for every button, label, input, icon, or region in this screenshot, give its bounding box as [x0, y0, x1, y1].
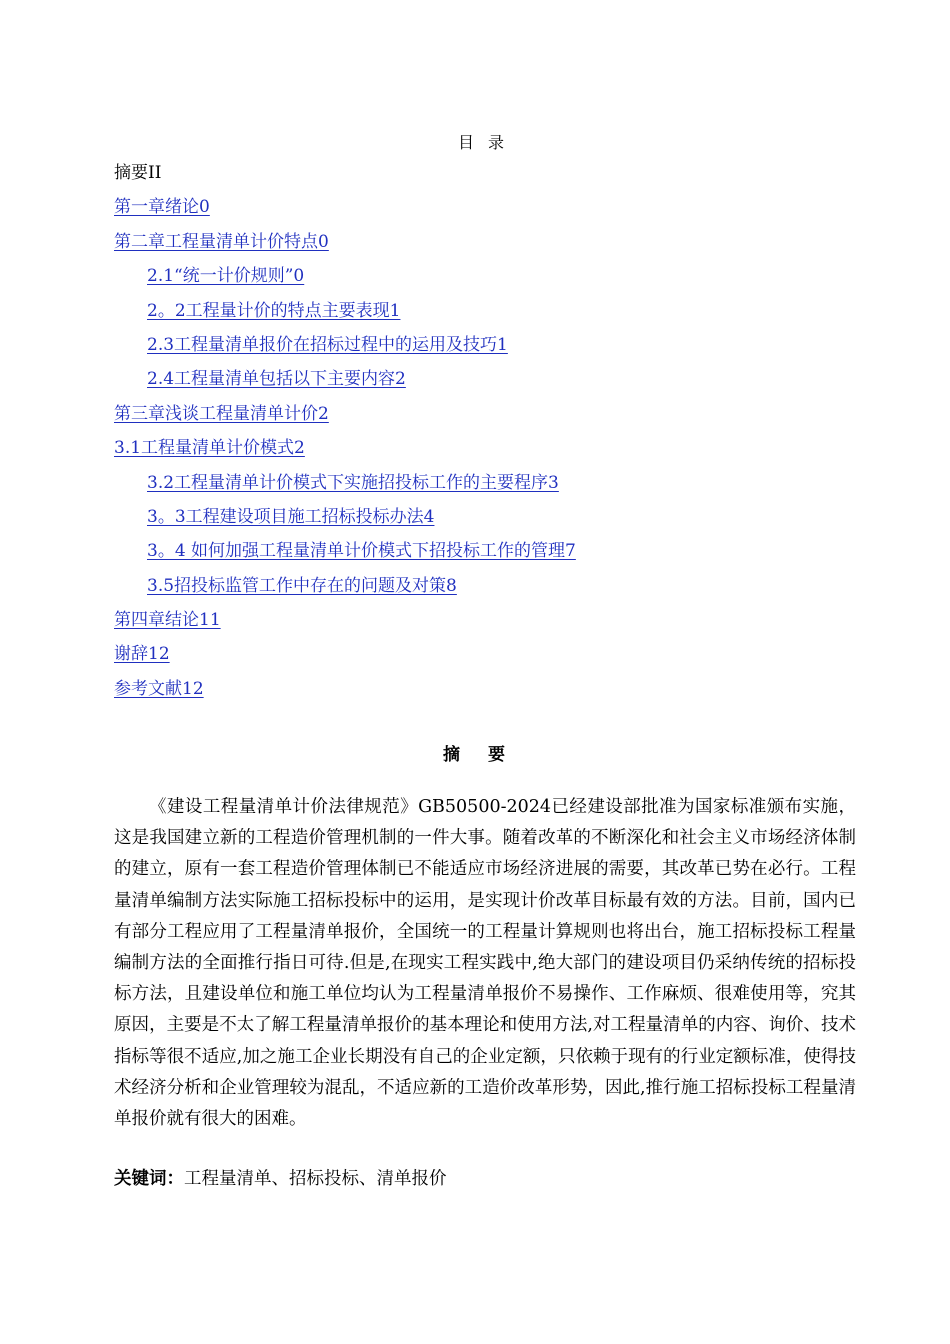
toc-link[interactable]: 2.4工程量清单包括以下主要内容2 [147, 369, 406, 390]
toc-item-3-4[interactable] [114, 536, 874, 570]
keywords-line [114, 1164, 856, 1194]
toc-item-references[interactable] [114, 674, 874, 708]
toc-item-chapter-4[interactable] [114, 605, 874, 639]
toc-link[interactable]: 3.5招投标监管工作中存在的问题及对策8 [147, 575, 457, 596]
toc-item-3-2[interactable] [114, 468, 874, 502]
toc-item-chapter-1[interactable] [114, 192, 874, 226]
toc-link[interactable]: 2.3工程量清单报价在招标过程中的运用及技巧1 [147, 334, 508, 355]
toc-link[interactable]: 参考文献12 [114, 678, 204, 699]
toc-item-2-4[interactable] [114, 364, 874, 398]
toc-item-label: 摘要II [114, 163, 162, 183]
toc-item-2-1[interactable] [114, 261, 874, 295]
toc-item-abstract [114, 158, 874, 192]
abstract-title: 摘要 [443, 745, 533, 765]
keywords-value: 工程量清单、招标投标、清单报价 [184, 1169, 447, 1189]
keywords-label: 关键词： [114, 1169, 184, 1189]
toc-link[interactable]: 3.1工程量清单计价模式2 [114, 438, 305, 459]
toc-item-chapter-3[interactable] [114, 399, 874, 433]
abstract-body: 《建设工程量清单计价法律规范》GB50500-2024已经建设部批准为国家标准颁布实施，这是我国建立新的工程造价管理机制的一件大事。随着改革的不断深化和社会主义市场经济体制的建立，原有一套工程造价管理体制已不能适应市场经济进展的需要，其改革已势在必行。工程量清单编制方法实际施工招标投标中的运用，是实现计价改革目标最有效的方法。目前，国内已有部分工程应用了工程量清单报价，全国统一的工程量计算规则也将出台，施工招标投标工程量编制方法的全面推行指日可待.但是,在现实工程实践中,绝大部门的建设项目仍采纳传统的招标投标方法，且建设单位和施工单位均认为工程量清单报价不易操作、工作麻烦、很难使用等，究其原因，主要是不太了解工程量清单报价的基本理论和使用方法,对工程量清单的内容、询价、技术指标等很不适应,加之施工企业长期没有自己的企业定额，只依赖于现有的行业定额标准，使得技术经济分析和企业管理较为混乱，不适应新的工造价改革形势，因此,推行施工招标投标工程量清单报价就有很大的困难。 [114, 797, 856, 1130]
toc-link[interactable]: 3。3工程建设项目施工招标投标办法4 [147, 506, 435, 527]
toc-item-2-3[interactable] [114, 330, 874, 364]
toc-link[interactable]: 谢辞12 [114, 644, 170, 665]
toc-item-2-2[interactable] [114, 296, 874, 330]
toc-link[interactable]: 第二章工程量清单计价特点0 [114, 231, 329, 252]
toc-link[interactable]: 第四章结论11 [114, 610, 221, 631]
toc-item-chapter-2[interactable] [114, 227, 874, 261]
toc-link[interactable]: 3.2工程量清单计价模式下实施招投标工作的主要程序3 [147, 472, 559, 493]
toc-item-acknowledgements[interactable] [114, 639, 874, 673]
toc-item-3-3[interactable] [114, 502, 874, 536]
toc-item-3-5[interactable] [114, 571, 874, 605]
toc-item-3-1[interactable] [114, 433, 874, 467]
toc-title: 目录 [457, 133, 518, 152]
toc-link[interactable]: 第一章绪论0 [114, 197, 210, 218]
table-of-contents [114, 158, 874, 708]
toc-link[interactable]: 第三章浅谈工程量清单计价2 [114, 403, 329, 424]
toc-link[interactable]: 2.1“统一计价规则”0 [147, 266, 305, 287]
toc-link[interactable]: 2。2工程量计价的特点主要表现1 [147, 300, 401, 321]
toc-link[interactable]: 3。4 如何加强工程量清单计价模式下招投标工作的管理7 [147, 541, 576, 562]
